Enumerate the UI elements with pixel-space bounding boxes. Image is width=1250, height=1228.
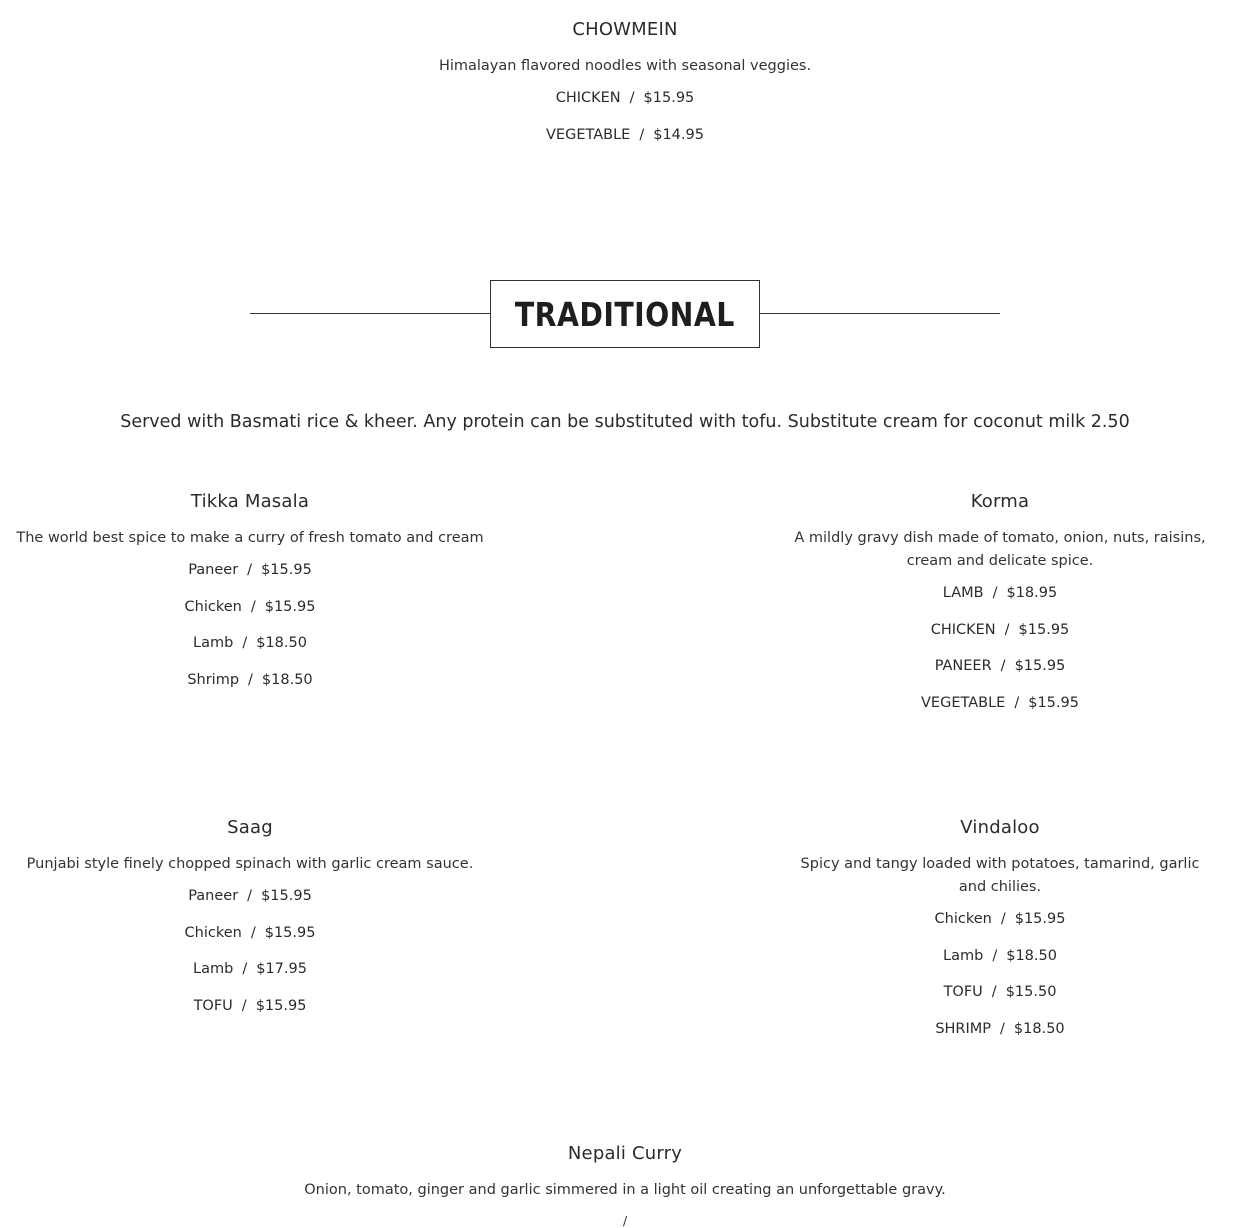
price-value: $15.95 [1014,658,1066,675]
price-list [750,582,1250,714]
section-note: Served with Basmati rice & kheer. Any protein can be substituted with tofu. Substitute cream for coconut milk 2.50 [120,412,1130,432]
price-option: LAMB [942,585,984,601]
price-separator: / [991,984,997,1001]
price-row [750,582,1250,604]
item-description: Punjabi style finely chopped spinach with garlic cream sauce. [26,856,474,872]
price-row [0,995,500,1017]
item-title: Vindaloo [960,817,1040,838]
item-description: Onion, tomato, ginger and garlic simmered in a light oil creating an unforgettable gravy. [304,1182,946,1198]
price-option: TOFU [943,984,983,1001]
price-option: Lamb [943,947,984,964]
price-value: $15.95 [1014,911,1066,927]
price-separator: / [250,598,256,615]
price-separator: / [1014,694,1020,711]
price-value: $15.95 [1018,621,1070,638]
price-value: $14.95 [653,126,704,143]
price-separator: / [250,924,256,941]
price-row [750,1018,1250,1040]
price-value: $18.50 [256,635,307,652]
price-row [0,124,1250,146]
item-title: Saag [227,817,273,838]
price-value: $17.95 [256,961,307,978]
price-option: Chicken [934,911,992,927]
menu-item-vindaloo [750,817,1250,1054]
price-separator: / [241,997,247,1014]
price-option: VEGETABLE [921,694,1006,711]
price-separator: / [1000,658,1006,675]
heading-rule-right [760,313,1000,314]
price-separator: / [242,635,248,652]
item-description: Himalayan flavored noodles with seasonal veggies. [438,58,812,74]
section-heading-box [490,280,760,348]
price-separator: / [247,888,253,904]
price-row [0,87,1250,109]
price-value: $15.95 [264,924,316,941]
item-title: Korma [970,491,1030,512]
price-separator: / [248,671,253,688]
price-separator: / [1000,911,1006,927]
price-value: $18.95 [1006,585,1058,601]
price-separator: / [992,947,998,964]
price-row [0,596,500,618]
price-option: Shrimp [187,671,240,688]
heading-rule-left [250,313,490,314]
price-option: Paneer [188,888,239,904]
menu-item-korma [750,491,1250,728]
price-row [0,885,500,907]
price-separator: / [992,585,998,601]
price-value: $15.50 [1005,984,1057,1001]
price-value: $15.95 [643,90,695,106]
price-row [750,655,1250,677]
item-description: A mildly gravy dish made of tomato, onion, nuts, raisins, cream and delicate spice. [794,530,1206,569]
price-value: $15.95 [264,598,316,615]
price-option: TOFU [193,997,233,1014]
menu-item-chowmein [0,19,1250,160]
price-separator: / [639,126,645,143]
price-option: Chicken [184,924,242,941]
item-title: CHOWMEIN [572,19,678,40]
menu-item-tikka-masala [0,491,500,705]
price-row [0,669,500,691]
price-row [0,922,500,944]
price-separator: / [629,90,635,106]
price-value: $15.95 [261,562,312,578]
price-row [750,619,1250,641]
price-value: $18.50 [261,671,313,688]
price-row [750,692,1250,714]
price-row [0,632,500,654]
price-option: SHRIMP [935,1020,992,1037]
price-separator: / [622,1214,628,1228]
price-row [750,908,1250,930]
item-description: Spicy and tangy loaded with potatoes, tamarind, garlic and chilies. [800,856,1200,895]
price-row [0,559,500,581]
price-list [0,559,500,691]
item-description: The world best spice to make a curry of fresh tomato and cream [16,530,484,546]
price-list [0,87,1250,146]
price-option: CHICKEN [930,621,996,638]
price-option: CHICKEN [555,90,621,106]
item-title: Tikka Masala [190,491,310,512]
price-value: $15.95 [255,997,307,1014]
menu-item-nepali-curry [0,1143,1250,1202]
price-row [750,981,1250,1003]
price-list [0,885,500,1017]
item-title: Nepali Curry [567,1143,683,1164]
price-option: VEGETABLE [546,126,631,143]
price-separator: / [1000,1020,1005,1037]
price-option: Lamb [193,635,234,652]
price-option: Paneer [188,562,239,578]
price-separator: / [247,562,253,578]
price-option: Chicken [184,598,242,615]
price-option: Lamb [193,961,234,978]
price-row [0,958,500,980]
price-option: PANEER [934,658,992,675]
price-value: $15.95 [261,888,312,904]
section-heading: TRADITIONAL [515,294,735,334]
price-separator: / [242,961,248,978]
menu-item-saag [0,817,500,1031]
price-value: $18.50 [1006,947,1057,964]
price-value: $15.95 [1028,694,1079,711]
price-row [750,945,1250,967]
price-value: $18.50 [1013,1020,1065,1037]
price-separator: / [1004,621,1010,638]
price-list [750,908,1250,1040]
